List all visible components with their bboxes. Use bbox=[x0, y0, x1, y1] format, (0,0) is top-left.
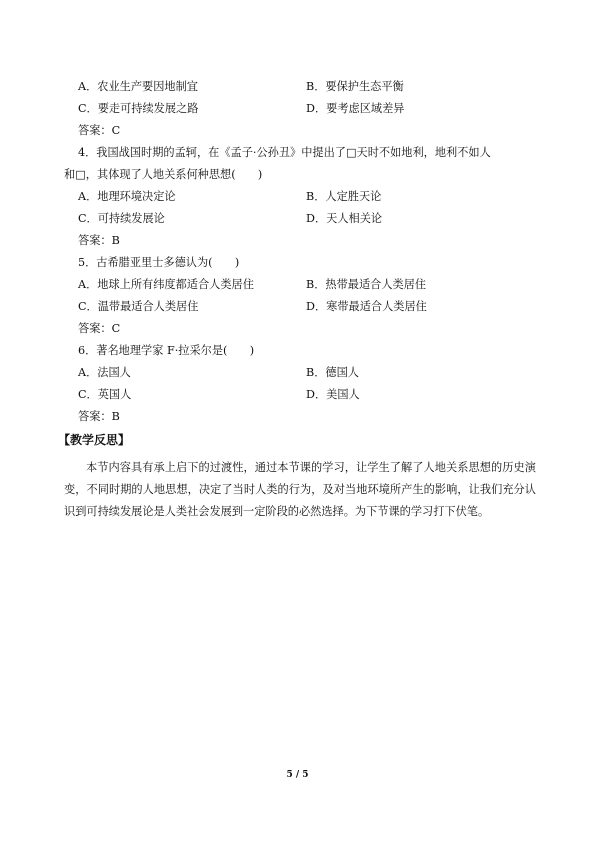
q4-option-b: B．人定胜天论 bbox=[306, 190, 382, 203]
q4-answer: 答案：B bbox=[78, 234, 120, 247]
q3-answer: 答案：C bbox=[78, 124, 121, 137]
q3-option-b: B．要保护生态平衡 bbox=[306, 80, 404, 93]
q4-stem-line2: 和□，其体现了人地关系何种思想( ) bbox=[64, 168, 263, 181]
q4-option-d: D．天人相关论 bbox=[306, 212, 383, 225]
q4-option-c: C．可持续发展论 bbox=[78, 212, 165, 225]
reflection-heading: 【教学反思】 bbox=[58, 433, 131, 447]
q5-option-a: A．地球上所有纬度都适合人类居住 bbox=[78, 278, 254, 291]
q6-answer: 答案：B bbox=[78, 410, 120, 423]
q6-option-c: C．英国人 bbox=[78, 388, 132, 401]
q5-option-d: D．寒带最适合人类居住 bbox=[306, 300, 427, 313]
q5-option-b: B．热带最适合人类居住 bbox=[306, 278, 427, 291]
q5-stem: 5．古希腊亚里士多德认为( ) bbox=[78, 256, 240, 269]
q6-option-d: D．美国人 bbox=[306, 388, 360, 401]
q6-option-b: B．德国人 bbox=[306, 366, 359, 379]
q3-option-d: D．要考虑区域差异 bbox=[306, 102, 405, 115]
q3-option-c: C．要走可持续发展之路 bbox=[78, 102, 199, 115]
q5-answer: 答案：C bbox=[78, 322, 121, 335]
q3-option-a: A．农业生产要因地制宜 bbox=[78, 80, 198, 93]
page-number: 5 / 5 bbox=[286, 770, 309, 780]
q5-option-c: C．温带最适合人类居住 bbox=[78, 300, 199, 313]
q4-option-a: A．地理环境决定论 bbox=[78, 190, 176, 203]
q4-stem-line1: 4．我国战国时期的孟轲，在《孟子·公孙丑》中提出了□天时不如地利，地利不如人 bbox=[78, 146, 491, 159]
reflection-paragraph bbox=[64, 457, 536, 523]
q6-option-a: A．法国人 bbox=[78, 366, 131, 379]
reflection-body: 本节内容具有承上启下的过渡性，通过本节课的学习，让学生了解了人地关系思想的历史演变，不同时期的人地思想，决定了当时人类的行为，及对当地环境所产生的影响，让我们充分认识到可持续发展论是人类社会发展到一定阶段的必然选择。为下节课的学习打下伏笔。 bbox=[64, 461, 536, 518]
q6-stem: 6．著名地理学家 F·拉采尔是( ) bbox=[78, 344, 255, 357]
